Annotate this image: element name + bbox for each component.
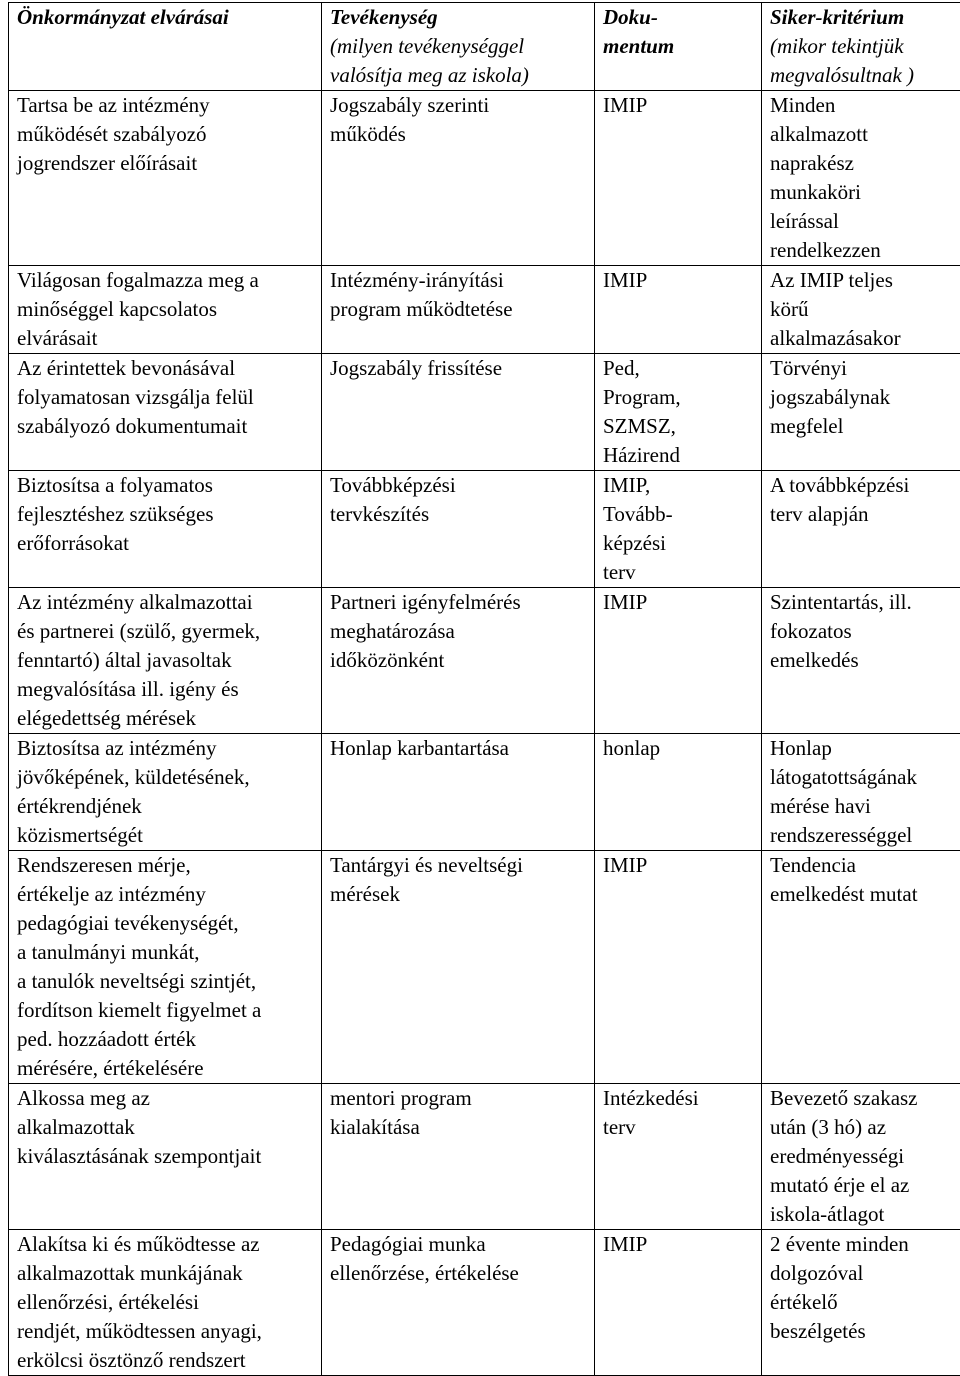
header-row	[9, 3, 960, 91]
activity-cell: Intézmény-irányítási program működtetése	[322, 266, 595, 354]
table-row	[9, 734, 960, 851]
expectation-cell: Az érintettek bevonásával folyamatosan vizsgálja felül szabályozó dokumentumait	[9, 354, 322, 471]
activity-cell: Jogszabály frissítése	[322, 354, 595, 471]
document-cell: Intézkedési terv	[595, 1084, 762, 1230]
header-activity: Tevékenység (milyen tevékenységgel valósítja meg az iskola)	[322, 3, 595, 91]
table-row	[9, 1230, 960, 1376]
criterion-cell: A továbbképzési terv alapján	[762, 471, 960, 588]
header-document: Doku- mentum	[595, 3, 762, 91]
expectation-cell: Világosan fogalmazza meg a minőséggel kapcsolatos elvárásait	[9, 266, 322, 354]
criterion-cell: Szintentartás, ill. fokozatos emelkedés	[762, 588, 960, 734]
activity-cell: Partneri igényfelmérés meghatározása időközönként	[322, 588, 595, 734]
expectation-cell: Az intézmény alkalmazottai és partnerei (szülő, gyermek, fenntartó) által javasoltak megvalósítása ill. igény és elégedettség mérések	[9, 588, 322, 734]
criterion-cell: Minden alkalmazott naprakész munkaköri leírással rendelkezzen	[762, 91, 960, 266]
table-row	[9, 851, 960, 1084]
header-expectations: Önkormányzat elvárásai	[9, 3, 322, 91]
document-cell: IMIP	[595, 266, 762, 354]
document-cell: Ped, Program, SZMSZ, Házirend	[595, 354, 762, 471]
expectation-cell: Biztosítsa az intézmény jövőképének, küldetésének, értékrendjének közismertségét	[9, 734, 322, 851]
table-row	[9, 1084, 960, 1230]
header-criterion-subtitle: (mikor tekintjük megvalósultnak )	[770, 32, 954, 90]
activity-cell: Továbbképzési tervkészítés	[322, 471, 595, 588]
criterion-cell: Törvényi jogszabálynak megfelel	[762, 354, 960, 471]
criterion-cell: Tendencia emelkedést mutat	[762, 851, 960, 1084]
expectation-cell: Biztosítsa a folyamatos fejlesztéshez szükséges erőforrásokat	[9, 471, 322, 588]
document-cell: IMIP	[595, 588, 762, 734]
criterion-cell: 2 évente minden dolgozóval értékelő beszélgetés	[762, 1230, 960, 1376]
document-cell: IMIP	[595, 1230, 762, 1376]
document-cell: honlap	[595, 734, 762, 851]
criterion-cell: Az IMIP teljes körű alkalmazásakor	[762, 266, 960, 354]
criterion-cell: Bevezető szakasz után (3 hó) az eredményességi mutató érje el az iskola-átlagot	[762, 1084, 960, 1230]
requirements-table	[8, 2, 960, 1376]
expectation-cell: Alkossa meg az alkalmazottak kiválasztásának szempontjait	[9, 1084, 322, 1230]
expectation-cell: Alakítsa ki és működtesse az alkalmazottak munkájának ellenőrzési, értékelési rendjét, működtessen anyagi, erkölcsi ösztönző rendszert	[9, 1230, 322, 1376]
activity-cell: Tantárgyi és neveltségi mérések	[322, 851, 595, 1084]
activity-cell: Jogszabály szerinti működés	[322, 91, 595, 266]
table-row	[9, 91, 960, 266]
header-success-criterion: Siker-kritérium (mikor tekintjük megvalósultnak )	[762, 3, 960, 91]
header-activity-subtitle: (milyen tevékenységgel valósítja meg az iskola)	[330, 32, 588, 90]
expectation-cell: Tartsa be az intézmény működését szabályozó jogrendszer előírásait	[9, 91, 322, 266]
document-cell: IMIP, Tovább- képzési terv	[595, 471, 762, 588]
table-row	[9, 354, 960, 471]
activity-cell: Pedagógiai munka ellenőrzése, értékelése	[322, 1230, 595, 1376]
document-cell: IMIP	[595, 851, 762, 1084]
table-row	[9, 588, 960, 734]
criterion-cell: Honlap látogatottságának mérése havi rendszerességgel	[762, 734, 960, 851]
activity-cell: mentori program kialakítása	[322, 1084, 595, 1230]
table-row	[9, 266, 960, 354]
expectation-cell: Rendszeresen mérje, értékelje az intézmény pedagógiai tevékenységét, a tanulmányi munkát, a tanulók neveltségi szintjét, fordítson kiemelt figyelmet a ped. hozzáadott érték mérésére, értékelésére	[9, 851, 322, 1084]
document-cell: IMIP	[595, 91, 762, 266]
activity-cell: Honlap karbantartása	[322, 734, 595, 851]
table-row	[9, 471, 960, 588]
